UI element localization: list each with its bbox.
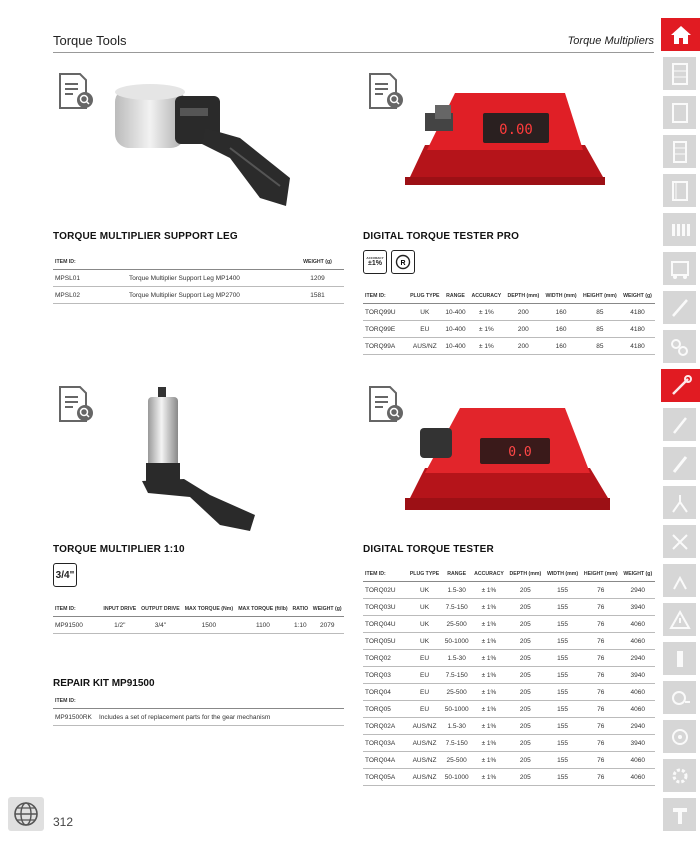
- cell-id: TORQ04U: [363, 616, 407, 633]
- sidebar-item-tool-cabinets[interactable]: [663, 57, 696, 90]
- tape-icon: [669, 687, 691, 709]
- cell-d: 205: [507, 633, 544, 650]
- cell-range: 10-400: [443, 338, 469, 355]
- datasheet-search-icon[interactable]: [368, 72, 404, 112]
- flashlight-icon: [669, 648, 691, 670]
- cell-acc: ± 1%: [471, 718, 506, 735]
- drawer-icon: [670, 179, 690, 203]
- cell-w: 155: [544, 718, 581, 735]
- cell-d: 205: [507, 735, 544, 752]
- cell-w: 160: [542, 304, 579, 321]
- section-title: Torque Tools: [53, 33, 127, 48]
- rotate-icon: [394, 253, 412, 271]
- sidebar-item-specialty[interactable]: [663, 798, 696, 831]
- cell-d: 200: [504, 321, 542, 338]
- page-number: 312: [53, 815, 74, 829]
- category-title: Torque Multipliers: [567, 35, 654, 47]
- cell-h: 76: [581, 718, 621, 735]
- storage-case-icon: [670, 101, 690, 125]
- cell-acc: ± 1%: [471, 633, 506, 650]
- table-row: [363, 650, 655, 667]
- cell-range: 50-1000: [442, 633, 471, 650]
- cell-id: TORQ05: [363, 701, 407, 718]
- trolley-icon: [669, 258, 691, 280]
- tester-pro-display: 0.00: [499, 122, 533, 138]
- table-row: [363, 684, 655, 701]
- cell-range: 1.5-30: [442, 650, 471, 667]
- cell-plug: EU: [407, 650, 442, 667]
- pliers-icon: [669, 492, 691, 514]
- table-row: [363, 633, 655, 650]
- cell-acc: ± 1%: [471, 752, 506, 769]
- table-row: [363, 582, 655, 599]
- support-leg-table: [53, 257, 344, 304]
- cell-plug: AUS/NZ: [407, 735, 442, 752]
- cell-h: 76: [581, 701, 621, 718]
- sidebar-item-sockets[interactable]: [663, 213, 696, 246]
- cell-wt: 4060: [621, 769, 655, 786]
- datasheet-search-icon[interactable]: [58, 385, 94, 425]
- table-row: [363, 701, 655, 718]
- tester-display: 0.0: [508, 445, 532, 460]
- cell-acc: ± 1%: [468, 304, 504, 321]
- cell-plug: UK: [407, 633, 442, 650]
- table-row: [363, 599, 655, 616]
- table-row: [363, 752, 655, 769]
- category-sidebar: [661, 18, 700, 836]
- cell-wt: 2940: [621, 650, 655, 667]
- drive-size-badge: 3/4": [53, 563, 77, 587]
- cell-acc: ± 1%: [471, 684, 506, 701]
- accuracy-badge: ACCURACY ±1%: [363, 250, 387, 274]
- cell-id: TORQ02A: [363, 718, 407, 735]
- support-leg-image: [110, 78, 300, 218]
- cell-d: 205: [507, 769, 544, 786]
- cell-w: 155: [544, 616, 581, 633]
- sockets-icon: [669, 219, 691, 241]
- cell-acc: ± 1%: [471, 599, 506, 616]
- home-icon: [670, 25, 692, 45]
- cell-range: 7.5-150: [442, 735, 471, 752]
- cell-h: 85: [580, 321, 620, 338]
- cell-plug: AUS/NZ: [407, 718, 442, 735]
- cell-h: 76: [581, 769, 621, 786]
- cell-w: 155: [544, 599, 581, 616]
- globe-icon: [13, 801, 39, 827]
- table-row: [363, 304, 655, 321]
- calibration-badge: [391, 250, 415, 274]
- cell-id: TORQ02U: [363, 582, 407, 599]
- cell-range: 25-500: [442, 752, 471, 769]
- cell-h: 76: [581, 650, 621, 667]
- tester-title: DIGITAL TORQUE TESTER: [363, 544, 494, 555]
- cell-wt: 3940: [621, 735, 655, 752]
- cell-w: 160: [542, 338, 579, 355]
- cell-wt: 4060: [621, 633, 655, 650]
- cell-id: TORQ03U: [363, 599, 407, 616]
- cell-h: 76: [581, 616, 621, 633]
- cell-range: 10-400: [443, 304, 469, 321]
- cell-d: 200: [504, 304, 542, 321]
- cell-plug: AUS/NZ: [407, 752, 442, 769]
- cell-d: 205: [507, 616, 544, 633]
- cell-plug: UK: [407, 616, 442, 633]
- torque-wrench-icon: [669, 374, 693, 398]
- cell-id: TORQ99E: [363, 321, 407, 338]
- table-row: [363, 769, 655, 786]
- cell-wt: 4180: [620, 321, 655, 338]
- table-row: MPSL01 Torque Multiplier Support Leg MP1400 1209: [53, 270, 344, 287]
- cell-h: 76: [581, 752, 621, 769]
- cell-id: TORQ03: [363, 667, 407, 684]
- cell-id: TORQ99U: [363, 304, 407, 321]
- cell-h: 76: [581, 599, 621, 616]
- wrench-icon: [669, 453, 691, 475]
- sidebar-item-drawers[interactable]: [663, 174, 696, 207]
- sidebar-item-storage[interactable]: [663, 96, 696, 129]
- cell-plug: AUS/NZ: [407, 769, 442, 786]
- sidebar-item-cutters[interactable]: [663, 525, 696, 558]
- cell-w: 155: [544, 769, 581, 786]
- gear-icon: [669, 765, 691, 787]
- cell-range: 1.5-30: [442, 718, 471, 735]
- datasheet-search-icon[interactable]: [58, 72, 94, 112]
- svg-text:R: R: [400, 260, 406, 267]
- table-row: [363, 338, 655, 355]
- cell-range: 25-500: [442, 684, 471, 701]
- cell-range: 50-1000: [442, 769, 471, 786]
- cell-range: 1.5-30: [442, 582, 471, 599]
- cell-acc: ± 1%: [471, 650, 506, 667]
- table-row: MP91500RK Includes a set of replacement parts for the gear mechanism: [53, 709, 344, 726]
- cell-range: 25-500: [442, 616, 471, 633]
- sidebar-item-power[interactable]: [663, 759, 696, 792]
- cell-id: TORQ02: [363, 650, 407, 667]
- pliers-icon: [669, 570, 691, 592]
- cell-id: TORQ05A: [363, 769, 407, 786]
- cell-d: 205: [507, 667, 544, 684]
- cell-id: TORQ05U: [363, 633, 407, 650]
- sidebar-item-trolleys[interactable]: [663, 252, 696, 285]
- col-weight: WEIGHT (g): [291, 257, 344, 270]
- sidebar-item-safety[interactable]: [663, 603, 696, 636]
- cell-d: 205: [507, 718, 544, 735]
- cell-acc: ± 1%: [471, 735, 506, 752]
- specialty-tool-icon: [669, 804, 691, 826]
- cell-wt: 4060: [621, 701, 655, 718]
- ratchet-icon: [669, 336, 691, 358]
- wrench-icon: [669, 414, 691, 436]
- torque-tester-image: [405, 398, 610, 528]
- warning-icon: [669, 609, 691, 631]
- sidebar-item-clamps[interactable]: [663, 564, 696, 597]
- cell-wt: 3940: [621, 667, 655, 684]
- cell-w: 160: [542, 321, 579, 338]
- cell-wt: 3940: [621, 599, 655, 616]
- cell-wt: 4060: [621, 616, 655, 633]
- rack-icon: [670, 140, 690, 164]
- cell-h: 85: [580, 338, 620, 355]
- repair-kit-title: REPAIR KIT MP91500: [53, 678, 155, 689]
- table-row: MP91500 1/2" 3/4" 1500 1100 1:10 2079: [53, 617, 344, 634]
- cell-acc: ± 1%: [471, 616, 506, 633]
- cell-h: 85: [580, 304, 620, 321]
- cell-acc: ± 1%: [471, 769, 506, 786]
- cell-acc: ± 1%: [468, 338, 504, 355]
- table-row: [363, 667, 655, 684]
- cell-plug: UK: [407, 599, 442, 616]
- language-button[interactable]: [8, 797, 44, 831]
- cell-h: 76: [581, 582, 621, 599]
- cell-w: 155: [544, 701, 581, 718]
- torque-tester-pro-image: [405, 85, 605, 190]
- cell-w: 155: [544, 633, 581, 650]
- screwdriver-icon: [669, 297, 691, 319]
- wheel-icon: [669, 726, 691, 748]
- cell-id: TORQ04: [363, 684, 407, 701]
- multiplier-title: TORQUE MULTIPLIER 1:10: [53, 544, 185, 555]
- cutter-icon: [669, 531, 691, 553]
- cell-h: 76: [581, 684, 621, 701]
- cell-plug: EU: [407, 667, 442, 684]
- multiplier-table: ITEM ID: INPUT DRIVE OUTPUT DRIVE MAX TORQUE (Nm) MAX TORQUE (ft/lb) RATIO WEIGHT (g) MP91500 1/2" 3/4" 1500 1100 1:10 2079: [53, 604, 344, 634]
- table-row: MPSL02 Torque Multiplier Support Leg MP2700 1581: [53, 287, 344, 304]
- sidebar-item-wheel[interactable]: [663, 720, 696, 753]
- cell-wt: 2940: [621, 582, 655, 599]
- cell-d: 205: [507, 752, 544, 769]
- home-button[interactable]: [661, 18, 700, 51]
- datasheet-search-icon[interactable]: [368, 385, 404, 425]
- sidebar-item-pliers[interactable]: [663, 486, 696, 519]
- cell-plug: UK: [407, 582, 442, 599]
- sidebar-item-screwdrivers[interactable]: [663, 291, 696, 324]
- table-row: [363, 718, 655, 735]
- cell-range: 10-400: [443, 321, 469, 338]
- cell-d: 200: [504, 338, 542, 355]
- sidebar-item-hex-keys[interactable]: [663, 447, 696, 480]
- sidebar-item-wrenches[interactable]: [663, 408, 696, 441]
- cell-acc: ± 1%: [471, 701, 506, 718]
- cell-plug: UK: [407, 304, 443, 321]
- col-item-id: ITEM ID:: [53, 257, 127, 270]
- cell-wt: 4180: [620, 338, 655, 355]
- cell-range: 50-1000: [442, 701, 471, 718]
- cell-wt: 4060: [621, 752, 655, 769]
- sidebar-item-ratchets[interactable]: [663, 330, 696, 363]
- sidebar-item-torque-tools[interactable]: [661, 369, 700, 402]
- cell-plug: EU: [407, 684, 442, 701]
- cell-acc: ± 1%: [471, 667, 506, 684]
- cell-wt: 2940: [621, 718, 655, 735]
- cell-w: 155: [544, 582, 581, 599]
- cell-h: 76: [581, 735, 621, 752]
- cell-w: 155: [544, 667, 581, 684]
- cell-h: 76: [581, 633, 621, 650]
- cell-id: TORQ03A: [363, 735, 407, 752]
- cell-id: TORQ99A: [363, 338, 407, 355]
- cell-acc: ± 1%: [471, 582, 506, 599]
- cell-d: 205: [507, 650, 544, 667]
- support-leg-title: TORQUE MULTIPLIER SUPPORT LEG: [53, 231, 238, 242]
- cell-h: 76: [581, 667, 621, 684]
- cell-w: 155: [544, 684, 581, 701]
- cell-d: 205: [507, 582, 544, 599]
- cell-plug: EU: [407, 321, 443, 338]
- torque-multiplier-image: [140, 385, 260, 535]
- cell-plug: EU: [407, 701, 442, 718]
- header-divider: [53, 52, 654, 53]
- cell-w: 155: [544, 752, 581, 769]
- cell-range: 7.5-150: [442, 599, 471, 616]
- cell-wt: 4180: [620, 304, 655, 321]
- cell-w: 155: [544, 735, 581, 752]
- cell-plug: AUS/NZ: [407, 338, 443, 355]
- cell-range: 7.5-150: [442, 667, 471, 684]
- tester-pro-table: ITEM ID: PLUG TYPE RANGE ACCURACY DEPTH (mm) WIDTH (mm) HEIGHT (mm) WEIGHT (g) TORQ99U UK 10-400 ± 1% 200 160 85 4180 TORQ99E EU 10-400 ± 1% 200 160 85 4180 TORQ99A AUS/NZ 10-400 ± 1% 200 160 85 4180: [363, 291, 655, 355]
- table-row: [363, 321, 655, 338]
- table-row: [363, 616, 655, 633]
- cell-acc: ± 1%: [468, 321, 504, 338]
- table-row: [363, 735, 655, 752]
- repair-kit-table: ITEM ID: MP91500RK Includes a set of replacement parts for the gear mechanism: [53, 696, 344, 726]
- cell-d: 205: [507, 599, 544, 616]
- cell-w: 155: [544, 650, 581, 667]
- cell-d: 205: [507, 684, 544, 701]
- tester-table: ITEM ID: PLUG TYPE RANGE ACCURACY DEPTH (mm) WIDTH (mm) HEIGHT (mm) WEIGHT (g) TORQ02U UK 1.5-30 ± 1% 205 155 76 2940 TORQ03U UK 7.5-150 ± 1% 205 155 76 3940 TORQ04U UK 25-500 ± 1% 205 155 76 4060 TORQ05U UK 50-1000 ± 1% 205 155 76 4060 TORQ02 EU 1.5-30 ± 1% 205 155 76 2940 TORQ03 EU 7.5-150 ± 1% 205 155 76 3940 TORQ04 EU 25-500 ± 1% 205 155 76 4060 TORQ05 EU 50-1000 ± 1% 205 155 76 4060 TORQ02A AUS/NZ 1.5-30 ± 1% 205 155 76 2940 TORQ03A AUS/NZ 7.5-150 ± 1% 205 155 76 3940 TORQ04A AUS/NZ 25-500 ± 1% 205 155 76 4060 TORQ05A AUS/NZ 50-1000 ± 1% 205 155 76 4060: [363, 569, 655, 786]
- cell-wt: 4060: [621, 684, 655, 701]
- cell-d: 205: [507, 701, 544, 718]
- tool-cabinet-icon: [670, 62, 690, 86]
- sidebar-item-lighting[interactable]: [663, 642, 696, 675]
- cell-id: TORQ04A: [363, 752, 407, 769]
- sidebar-item-racks[interactable]: [663, 135, 696, 168]
- sidebar-item-measuring[interactable]: [663, 681, 696, 714]
- tester-pro-title: DIGITAL TORQUE TESTER PRO: [363, 231, 520, 242]
